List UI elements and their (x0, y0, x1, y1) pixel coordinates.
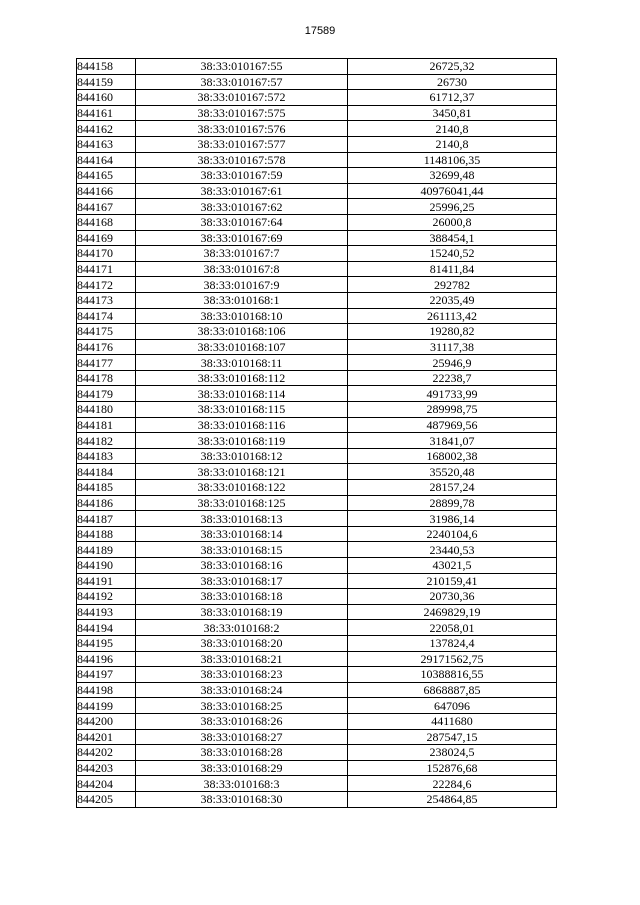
table-row (77, 667, 557, 683)
row-number-cell: 844159 (77, 74, 136, 90)
cadastral-value-cell: 289998,75 (348, 402, 557, 418)
cadastral-value-cell: 487969,56 (348, 417, 557, 433)
row-number-cell: 844188 (77, 526, 136, 542)
row-number-cell: 844165 (77, 168, 136, 184)
row-number-cell: 844192 (77, 589, 136, 605)
cadastral-value-cell: 26730 (348, 74, 557, 90)
row-number-cell: 844160 (77, 90, 136, 106)
row-number-cell: 844180 (77, 402, 136, 418)
table-row (77, 745, 557, 761)
cadastral-number-cell: 38:33:010167:575 (136, 105, 348, 121)
table-body (77, 59, 557, 808)
row-number-cell: 844170 (77, 246, 136, 262)
cadastral-number-cell: 38:33:010168:12 (136, 448, 348, 464)
row-number-cell: 844181 (77, 417, 136, 433)
cadastral-number-cell: 38:33:010167:9 (136, 277, 348, 293)
table-row (77, 417, 557, 433)
cadastral-value-cell: 137824,4 (348, 635, 557, 651)
cadastral-value-cell: 292782 (348, 277, 557, 293)
cadastral-value-cell: 40976041,44 (348, 183, 557, 199)
row-number-cell: 844185 (77, 480, 136, 496)
cadastral-value-cell: 152876,68 (348, 760, 557, 776)
cadastral-value-cell: 22238,7 (348, 370, 557, 386)
cadastral-number-cell: 38:33:010168:29 (136, 760, 348, 776)
cadastral-number-cell: 38:33:010168:27 (136, 729, 348, 745)
cadastral-number-cell: 38:33:010168:28 (136, 745, 348, 761)
cadastral-value-cell: 43021,5 (348, 558, 557, 574)
row-number-cell: 844200 (77, 713, 136, 729)
table-row (77, 698, 557, 714)
cadastral-number-cell: 38:33:010167:578 (136, 152, 348, 168)
cadastral-value-cell: 261113,42 (348, 308, 557, 324)
row-number-cell: 844164 (77, 152, 136, 168)
row-number-cell: 844198 (77, 682, 136, 698)
cadastral-number-cell: 38:33:010167:577 (136, 136, 348, 152)
row-number-cell: 844161 (77, 105, 136, 121)
cadastral-number-cell: 38:33:010168:125 (136, 495, 348, 511)
table-row (77, 230, 557, 246)
row-number-cell: 844204 (77, 776, 136, 792)
table-row (77, 433, 557, 449)
cadastral-number-cell: 38:33:010168:107 (136, 339, 348, 355)
table-row (77, 464, 557, 480)
cadastral-value-cell: 61712,37 (348, 90, 557, 106)
row-number-cell: 844195 (77, 635, 136, 651)
table-row (77, 558, 557, 574)
cadastral-number-cell: 38:33:010168:24 (136, 682, 348, 698)
row-number-cell: 844176 (77, 339, 136, 355)
cadastral-value-cell: 22284,6 (348, 776, 557, 792)
table-row (77, 542, 557, 558)
cadastral-value-cell: 2240104,6 (348, 526, 557, 542)
cadastral-number-cell: 38:33:010168:16 (136, 558, 348, 574)
table-row (77, 199, 557, 215)
table-row (77, 90, 557, 106)
table-row (77, 604, 557, 620)
cadastral-value-cell: 19280,82 (348, 324, 557, 340)
cadastral-number-cell: 38:33:010167:69 (136, 230, 348, 246)
table-row (77, 59, 557, 75)
table-row (77, 729, 557, 745)
table-row (77, 105, 557, 121)
table-row (77, 292, 557, 308)
row-number-cell: 844177 (77, 355, 136, 371)
table-row (77, 480, 557, 496)
cadastral-value-cell: 29171562,75 (348, 651, 557, 667)
table-row (77, 214, 557, 230)
table-row (77, 121, 557, 137)
row-number-cell: 844179 (77, 386, 136, 402)
cadastral-number-cell: 38:33:010167:576 (136, 121, 348, 137)
cadastral-number-cell: 38:33:010168:2 (136, 620, 348, 636)
cadastral-value-cell: 254864,85 (348, 791, 557, 807)
row-number-cell: 844172 (77, 277, 136, 293)
cadastral-value-cell: 32699,48 (348, 168, 557, 184)
cadastral-value-table (76, 58, 557, 808)
cadastral-number-cell: 38:33:010167:8 (136, 261, 348, 277)
table-row (77, 589, 557, 605)
row-number-cell: 844166 (77, 183, 136, 199)
table-row (77, 511, 557, 527)
cadastral-number-cell: 38:33:010168:21 (136, 651, 348, 667)
row-number-cell: 844158 (77, 59, 136, 75)
cadastral-number-cell: 38:33:010168:1 (136, 292, 348, 308)
cadastral-number-cell: 38:33:010168:11 (136, 355, 348, 371)
cadastral-number-cell: 38:33:010167:64 (136, 214, 348, 230)
row-number-cell: 844163 (77, 136, 136, 152)
cadastral-number-cell: 38:33:010168:25 (136, 698, 348, 714)
cadastral-number-cell: 38:33:010168:26 (136, 713, 348, 729)
table-row (77, 682, 557, 698)
table-row (77, 277, 557, 293)
table-row (77, 74, 557, 90)
table-row (77, 355, 557, 371)
table-row (77, 386, 557, 402)
table-row (77, 495, 557, 511)
cadastral-value-cell: 26725,32 (348, 59, 557, 75)
cadastral-number-cell: 38:33:010167:572 (136, 90, 348, 106)
row-number-cell: 844199 (77, 698, 136, 714)
table-row (77, 760, 557, 776)
table-row (77, 791, 557, 807)
row-number-cell: 844178 (77, 370, 136, 386)
cadastral-value-cell: 2140,8 (348, 136, 557, 152)
table-row (77, 324, 557, 340)
table-row (77, 635, 557, 651)
row-number-cell: 844189 (77, 542, 136, 558)
cadastral-value-cell: 2140,8 (348, 121, 557, 137)
cadastral-number-cell: 38:33:010168:17 (136, 573, 348, 589)
row-number-cell: 844182 (77, 433, 136, 449)
row-number-cell: 844183 (77, 448, 136, 464)
cadastral-number-cell: 38:33:010168:23 (136, 667, 348, 683)
row-number-cell: 844197 (77, 667, 136, 683)
cadastral-number-cell: 38:33:010168:119 (136, 433, 348, 449)
table-row (77, 308, 557, 324)
cadastral-number-cell: 38:33:010168:20 (136, 635, 348, 651)
cadastral-value-cell: 23440,53 (348, 542, 557, 558)
cadastral-number-cell: 38:33:010168:30 (136, 791, 348, 807)
table-row (77, 261, 557, 277)
row-number-cell: 844173 (77, 292, 136, 308)
table-row (77, 402, 557, 418)
row-number-cell: 844162 (77, 121, 136, 137)
cadastral-number-cell: 38:33:010168:121 (136, 464, 348, 480)
table-row (77, 713, 557, 729)
row-number-cell: 844196 (77, 651, 136, 667)
page-number: 17589 (304, 25, 336, 37)
row-number-cell: 844194 (77, 620, 136, 636)
cadastral-value-cell: 2469829,19 (348, 604, 557, 620)
cadastral-number-cell: 38:33:010167:59 (136, 168, 348, 184)
cadastral-value-cell: 25996,25 (348, 199, 557, 215)
cadastral-number-cell: 38:33:010168:114 (136, 386, 348, 402)
cadastral-number-cell: 38:33:010168:106 (136, 324, 348, 340)
cadastral-value-cell: 3450,81 (348, 105, 557, 121)
table-row (77, 573, 557, 589)
row-number-cell: 844187 (77, 511, 136, 527)
row-number-cell: 844205 (77, 791, 136, 807)
cadastral-number-cell: 38:33:010168:3 (136, 776, 348, 792)
cadastral-value-cell: 6868887,85 (348, 682, 557, 698)
row-number-cell: 844168 (77, 214, 136, 230)
table-row (77, 136, 557, 152)
cadastral-number-cell: 38:33:010168:10 (136, 308, 348, 324)
row-number-cell: 844171 (77, 261, 136, 277)
row-number-cell: 844184 (77, 464, 136, 480)
table-row (77, 776, 557, 792)
cadastral-number-cell: 38:33:010168:115 (136, 402, 348, 418)
cadastral-value-cell: 287547,15 (348, 729, 557, 745)
cadastral-value-cell: 31986,14 (348, 511, 557, 527)
cadastral-value-cell: 35520,48 (348, 464, 557, 480)
cadastral-value-cell: 31117,38 (348, 339, 557, 355)
row-number-cell: 844169 (77, 230, 136, 246)
cadastral-value-cell: 81411,84 (348, 261, 557, 277)
cadastral-number-cell: 38:33:010168:13 (136, 511, 348, 527)
cadastral-number-cell: 38:33:010168:18 (136, 589, 348, 605)
cadastral-number-cell: 38:33:010168:122 (136, 480, 348, 496)
row-number-cell: 844190 (77, 558, 136, 574)
cadastral-value-cell: 238024,5 (348, 745, 557, 761)
cadastral-number-cell: 38:33:010167:55 (136, 59, 348, 75)
table-row (77, 448, 557, 464)
cadastral-number-cell: 38:33:010168:19 (136, 604, 348, 620)
row-number-cell: 844203 (77, 760, 136, 776)
cadastral-value-cell: 22035,49 (348, 292, 557, 308)
cadastral-number-cell: 38:33:010167:61 (136, 183, 348, 199)
cadastral-number-cell: 38:33:010167:57 (136, 74, 348, 90)
row-number-cell: 844193 (77, 604, 136, 620)
table-row (77, 651, 557, 667)
row-number-cell: 844186 (77, 495, 136, 511)
table-row (77, 183, 557, 199)
row-number-cell: 844201 (77, 729, 136, 745)
table-row (77, 526, 557, 542)
cadastral-value-cell: 210159,41 (348, 573, 557, 589)
cadastral-number-cell: 38:33:010168:15 (136, 542, 348, 558)
table-row (77, 620, 557, 636)
table-row (77, 168, 557, 184)
cadastral-value-cell: 28157,24 (348, 480, 557, 496)
cadastral-value-cell: 28899,78 (348, 495, 557, 511)
cadastral-value-cell: 491733,99 (348, 386, 557, 402)
cadastral-value-cell: 10388816,55 (348, 667, 557, 683)
table-row (77, 246, 557, 262)
table-row (77, 152, 557, 168)
table-row (77, 339, 557, 355)
cadastral-value-cell: 20730,36 (348, 589, 557, 605)
cadastral-value-cell: 647096 (348, 698, 557, 714)
cadastral-number-cell: 38:33:010167:62 (136, 199, 348, 215)
cadastral-value-cell: 31841,07 (348, 433, 557, 449)
row-number-cell: 844174 (77, 308, 136, 324)
table-row (77, 370, 557, 386)
row-number-cell: 844175 (77, 324, 136, 340)
cadastral-number-cell: 38:33:010168:116 (136, 417, 348, 433)
cadastral-value-cell: 1148106,35 (348, 152, 557, 168)
cadastral-number-cell: 38:33:010168:14 (136, 526, 348, 542)
cadastral-value-cell: 26000,8 (348, 214, 557, 230)
cadastral-number-cell: 38:33:010167:7 (136, 246, 348, 262)
cadastral-value-cell: 168002,38 (348, 448, 557, 464)
cadastral-value-cell: 15240,52 (348, 246, 557, 262)
cadastral-value-cell: 4411680 (348, 713, 557, 729)
row-number-cell: 844202 (77, 745, 136, 761)
cadastral-value-cell: 25946,9 (348, 355, 557, 371)
row-number-cell: 844167 (77, 199, 136, 215)
cadastral-value-cell: 22058,01 (348, 620, 557, 636)
cadastral-number-cell: 38:33:010168:112 (136, 370, 348, 386)
cadastral-value-cell: 388454,1 (348, 230, 557, 246)
row-number-cell: 844191 (77, 573, 136, 589)
